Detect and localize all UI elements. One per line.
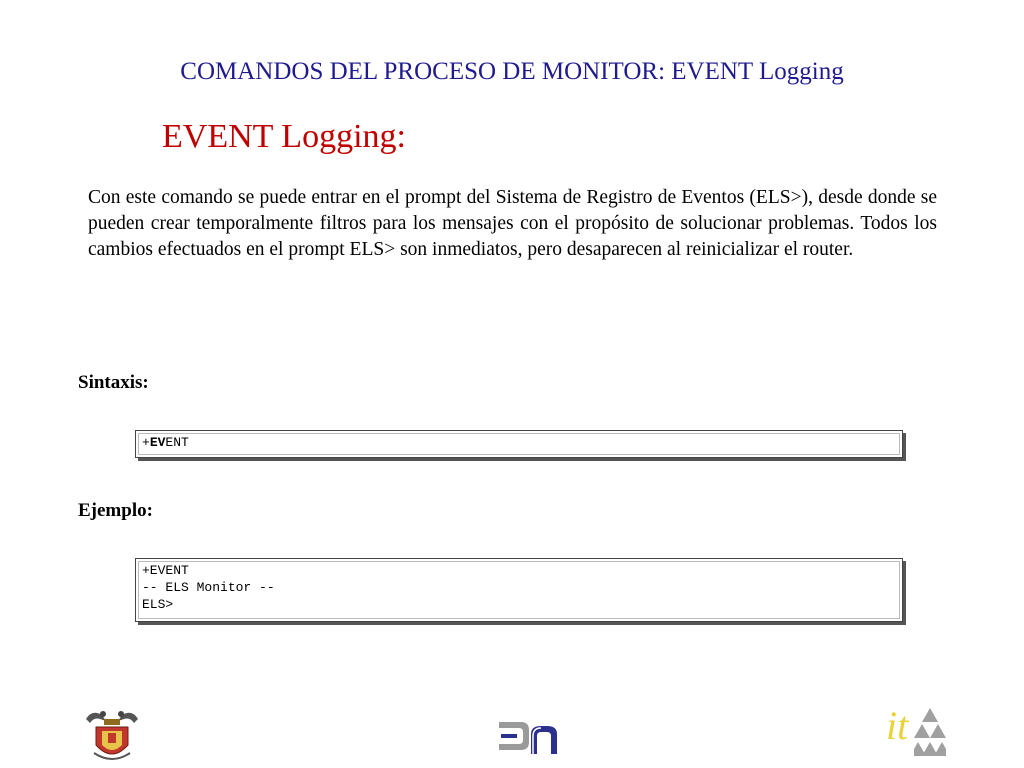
syntax-code-rest: ENT: [165, 435, 189, 450]
description-paragraph: Con este comando se puede entrar en el prompt del Sistema de Registro de Eventos (ELS>), desde donde se pueden crear temporalmente filtros para los mensajes con el propósito de solucionar problemas. Todos los cambios efectuados en el prompt ELS> son inmediatos, pero desaparecen al reinicializar el router.: [88, 187, 937, 260]
syntax-code-box: [135, 430, 903, 458]
it-logo: [886, 702, 946, 762]
syntax-code-prefix: +: [142, 435, 150, 450]
syntax-code-bold: EV: [149, 435, 166, 450]
syntax-code-line: [142, 434, 896, 451]
dn-logo: [495, 712, 561, 758]
example-code-line: -- ELS Monitor --: [142, 580, 275, 595]
section-heading: EVENT Logging:: [162, 118, 406, 155]
triangles-icon: [914, 708, 946, 758]
syntax-label: Sintaxis:: [78, 372, 149, 393]
example-code-box: [135, 558, 903, 622]
university-crest-logo: [82, 705, 142, 765]
example-code-line: ELS>: [142, 597, 174, 612]
example-label: Ejemplo:: [78, 500, 153, 521]
slide-title: COMANDOS DEL PROCESO DE MONITOR: EVENT Logging: [180, 58, 844, 85]
it-logo-text: it: [886, 703, 909, 748]
example-code-line: +EVENT: [142, 563, 189, 578]
